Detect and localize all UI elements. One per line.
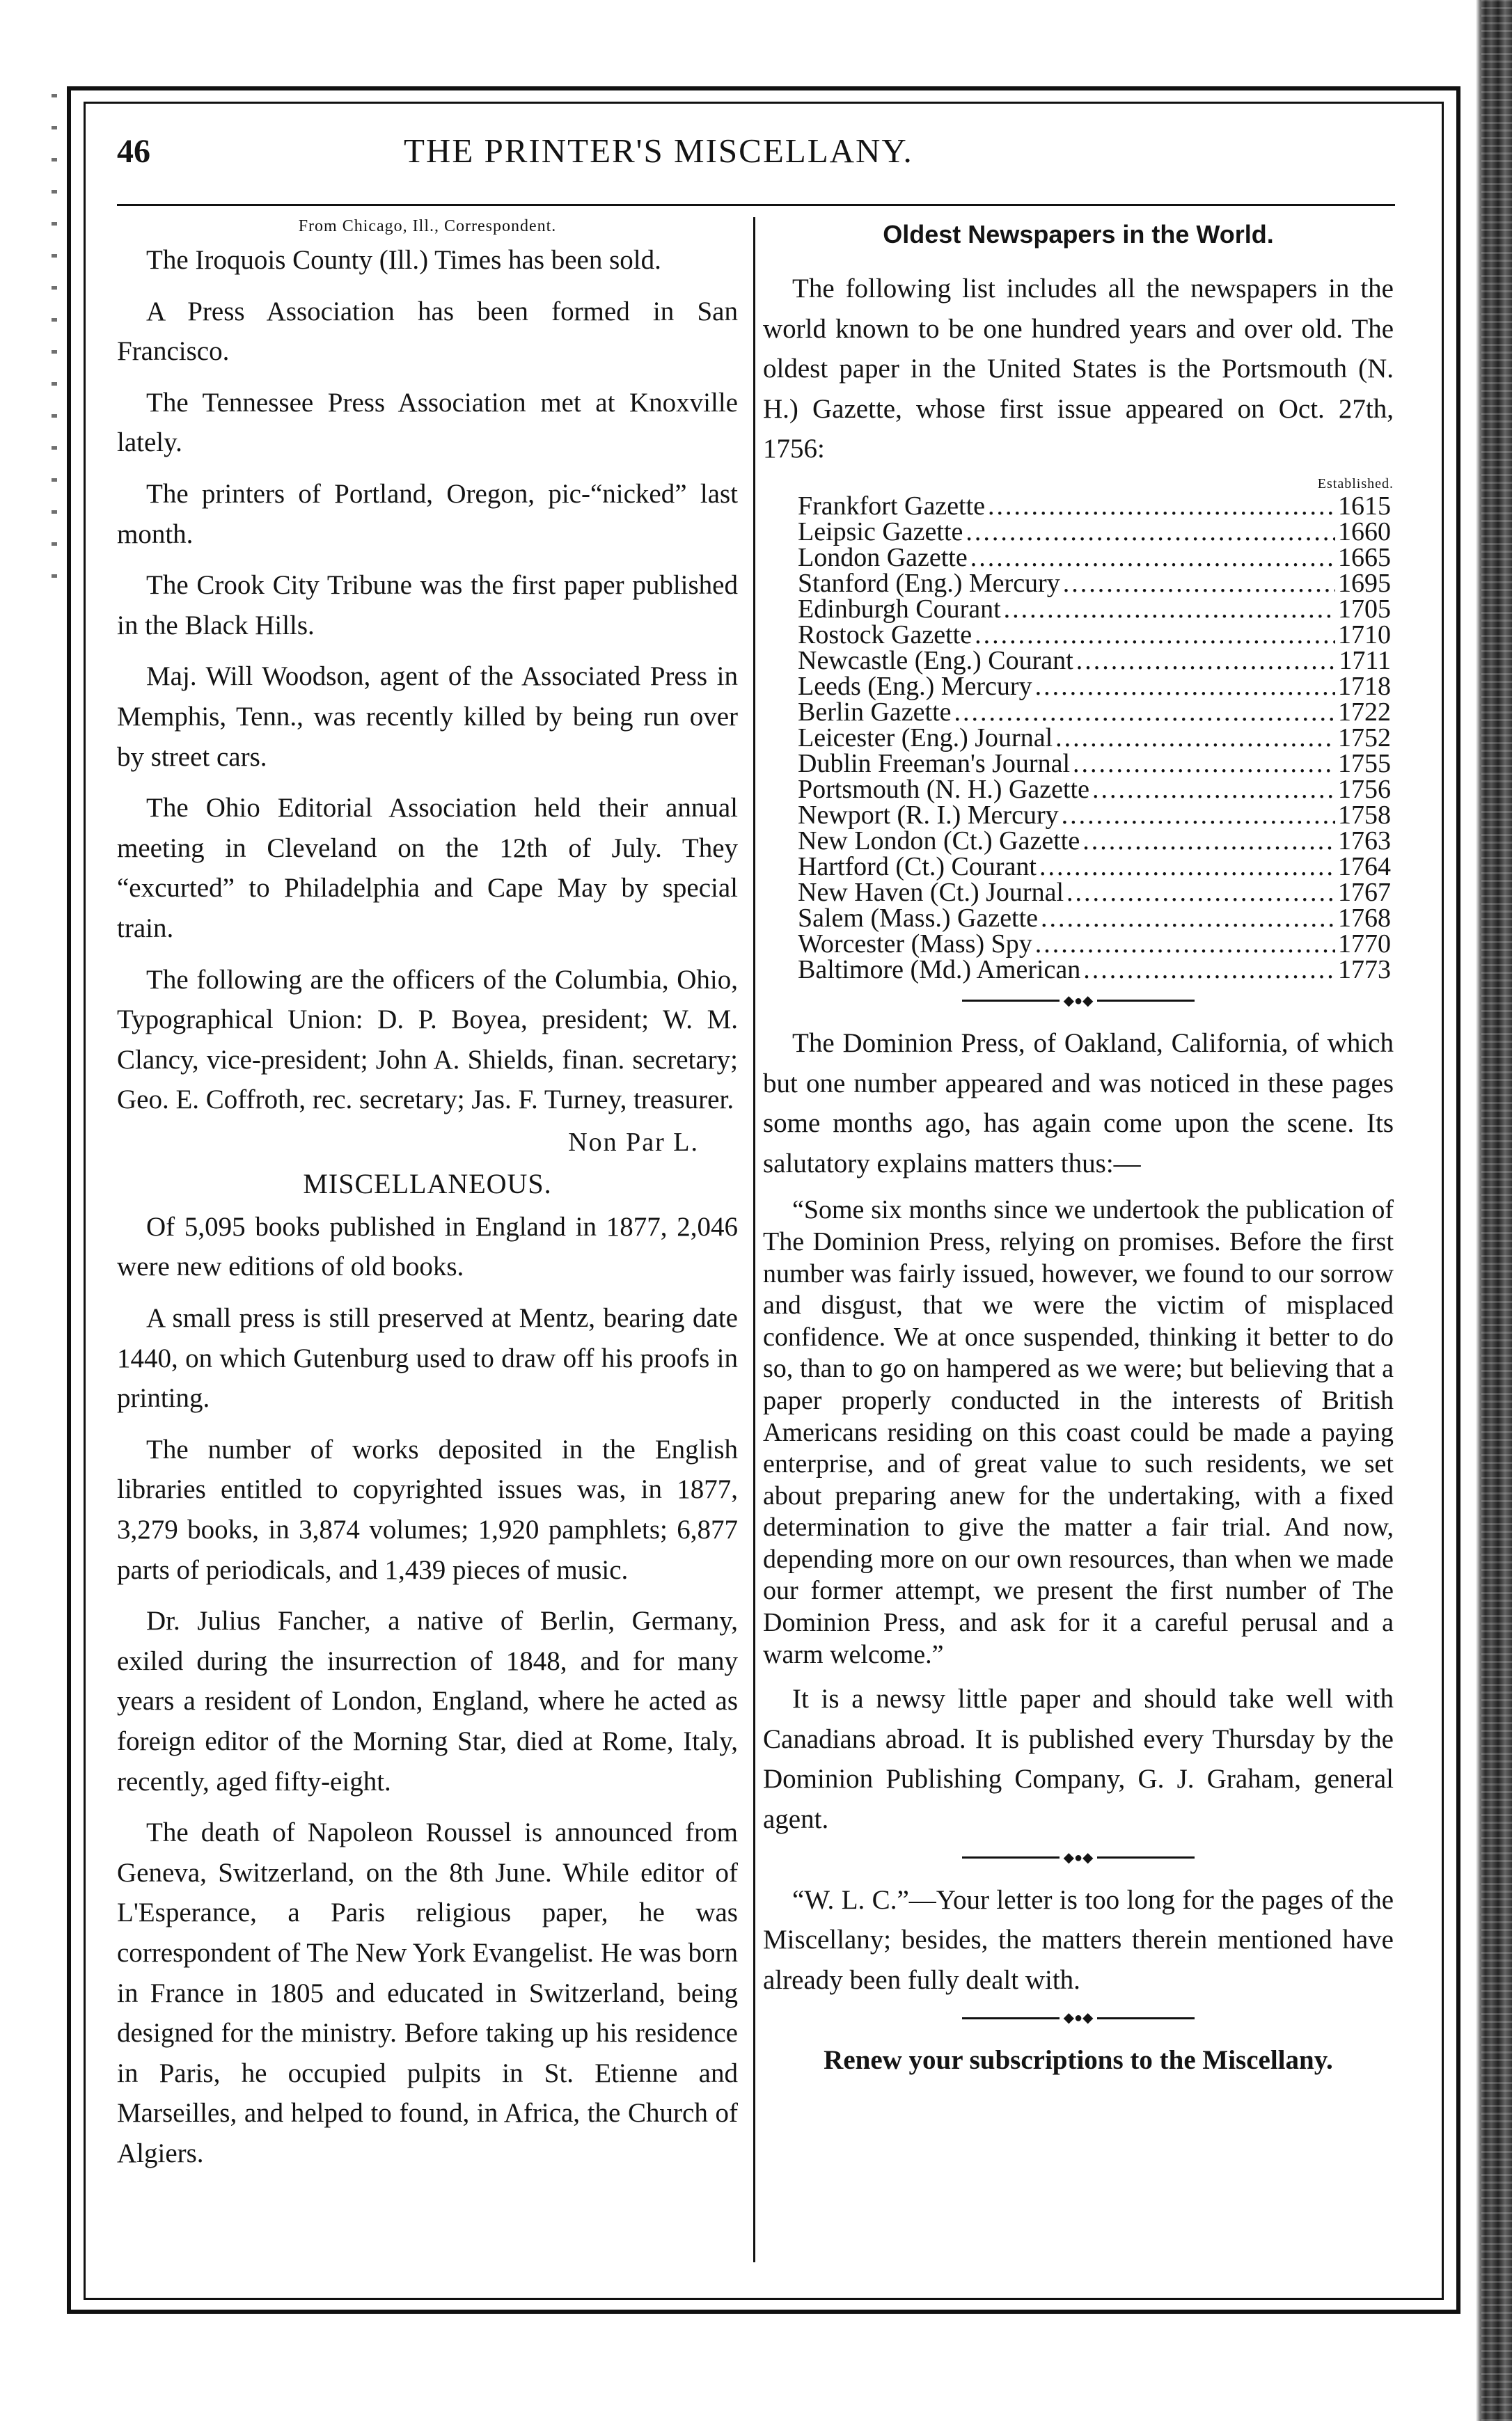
article-intro: The following list includes all the newspapers in the world known to be one hundred years and over old. The oldest paper in the United States is the Portsmouth (N. H.) Gazette, whose first issue appeared on Oct. 27th, 1756: bbox=[763, 274, 1394, 464]
dot-leader bbox=[1092, 777, 1335, 803]
news-item: The Tennessee Press Association met at Knoxville lately. bbox=[117, 387, 738, 458]
established-year: 1695 bbox=[1338, 568, 1391, 598]
newspaper-name: Stanford (Eng.) Mercury bbox=[798, 568, 1060, 598]
established-label: Established. bbox=[1317, 475, 1394, 491]
newspaper-name: Berlin Gazette bbox=[798, 697, 952, 727]
dot-leader bbox=[1063, 571, 1335, 597]
established-year: 1710 bbox=[1338, 620, 1391, 649]
newspaper-row bbox=[798, 774, 1391, 804]
newspaper-row bbox=[798, 877, 1391, 907]
newspaper-name: Newcastle (Eng.) Courant bbox=[798, 645, 1073, 675]
newspaper-name: New Haven (Ct.) Journal bbox=[798, 877, 1064, 907]
newspaper-name: Baltimore (Md.) American bbox=[798, 954, 1081, 984]
newspaper-row bbox=[798, 954, 1391, 984]
misc-item: Dr. Julius Fancher, a native of Berlin, Germany, exiled during the insurrection of 1848, and for many years a resident of London, England, where he acted as foreign editor of the Morning Star, died at Rome, Italy, recently, aged fifty-eight. bbox=[117, 1606, 738, 1797]
newspaper-row bbox=[798, 542, 1391, 572]
newspaper-name: Leeds (Eng.) Mercury bbox=[798, 671, 1032, 701]
newspaper-name: Worcester (Mass) Spy bbox=[798, 929, 1032, 959]
established-year: 1764 bbox=[1338, 851, 1391, 881]
news-item: The Ohio Editorial Association held their annual meeting in Cleveland on the 12th of July. They “excurted” to Philadelphia and Cape May by special train. bbox=[117, 793, 738, 943]
established-year: 1660 bbox=[1338, 516, 1391, 546]
established-year: 1711 bbox=[1339, 645, 1391, 675]
established-year: 1755 bbox=[1338, 748, 1391, 778]
established-year: 1705 bbox=[1338, 594, 1391, 624]
newspaper-row bbox=[798, 903, 1391, 933]
newspaper-name: Frankfort Gazette bbox=[798, 491, 986, 521]
newspaper-name: Newport (R. I.) Mercury bbox=[798, 800, 1059, 830]
ornamental-divider bbox=[763, 1851, 1394, 1865]
divider-ornament-icon: ◆●◆ bbox=[1063, 993, 1094, 1009]
ornamental-divider bbox=[763, 2011, 1394, 2025]
newspaper-row bbox=[798, 622, 1391, 648]
misc-item: The death of Napoleon Roussel is announced from Geneva, Switzerland, on the 8th June. While editor of L'Esperance, a Paris religious paper, he was correspondent of The New York Evangelist. He was born in France in 1805 and educated in Switzerland, being designed for the ministry. Before taking up his residence in Paris, he occupied pulpits in St. Etienne and Marseilles, and helped to found, in Africa, the Church of Algiers. bbox=[117, 1817, 738, 2168]
dot-leader bbox=[966, 519, 1335, 545]
established-year: 1768 bbox=[1338, 903, 1391, 933]
dot-leader bbox=[975, 622, 1335, 648]
newspaper-row bbox=[798, 671, 1391, 701]
scan-marks bbox=[52, 90, 57, 578]
established-year: 1665 bbox=[1338, 542, 1391, 572]
established-year: 1756 bbox=[1338, 774, 1391, 804]
dot-leader bbox=[970, 545, 1335, 571]
newspaper-name: Salem (Mass.) Gazette bbox=[798, 903, 1039, 933]
subscription-notice: Renew your subscriptions to the Miscellany. bbox=[824, 2045, 1333, 2076]
dominion-closing: It is a newsy little paper and should take well with Canadians abroad. It is published every Thursday by the Dominion Publishing Company, G. J. Graham, general agent. bbox=[763, 1684, 1394, 1835]
newspaper-name: Leipsic Gazette bbox=[798, 516, 963, 546]
dot-leader bbox=[1082, 828, 1335, 854]
letter-note: “W. L. C.”—Your letter is too long for the pages of the Miscellany; besides, the matters therein mentioned have already been fully dealt with. bbox=[763, 1884, 1394, 1995]
established-year: 1758 bbox=[1338, 800, 1391, 830]
newspaper-row bbox=[798, 851, 1391, 881]
news-item: The printers of Portland, Oregon, pic-“nicked” last month. bbox=[117, 478, 738, 549]
news-item: A Press Association has been formed in San Francisco. bbox=[117, 296, 738, 367]
newspaper-row bbox=[798, 491, 1391, 521]
newspaper-row bbox=[798, 725, 1391, 751]
newspaper-name: Rostock Gazette bbox=[798, 620, 972, 649]
news-item: The Crook City Tribune was the first paper published in the Black Hills. bbox=[117, 570, 738, 640]
dominion-paragraph: The Dominion Press, of Oakland, California, of which but one number appeared and was noticed in these pages some months ago, has again come upon the scene. Its salutatory explains matters thus:— bbox=[763, 1027, 1394, 1178]
divider-ornament-icon: ◆●◆ bbox=[1063, 2010, 1094, 2026]
correspondent-signature: Non Par L. bbox=[568, 1127, 699, 1157]
newspaper-row bbox=[798, 931, 1391, 957]
dot-leader bbox=[988, 494, 1335, 519]
dot-leader bbox=[1004, 597, 1335, 622]
newspaper-name: New London (Ct.) Gazette bbox=[798, 826, 1080, 855]
newspaper-name: Hartford (Ct.) Courant bbox=[798, 851, 1037, 881]
dot-leader bbox=[1055, 725, 1335, 751]
dot-leader bbox=[1035, 674, 1335, 700]
dot-leader bbox=[1041, 906, 1335, 931]
misc-item: The number of works deposited in the English libraries entitled to copyrighted issues was, in 1877, 3,279 books, in 3,874 volumes; 1,920 pamphlets; 6,877 parts of periodicals, and 1,439 pieces of music. bbox=[117, 1434, 738, 1585]
dot-leader bbox=[1039, 854, 1335, 880]
newspaper-name: Dublin Freeman's Journal bbox=[798, 748, 1071, 778]
newspaper-row bbox=[798, 828, 1391, 854]
dot-leader bbox=[1066, 880, 1335, 906]
section-title: MISCELLANEOUS. bbox=[303, 1167, 552, 1199]
newspaper-row bbox=[798, 516, 1391, 546]
newspaper-name: Edinburgh Courant bbox=[798, 594, 1001, 624]
ornamental-divider bbox=[763, 994, 1394, 1008]
newspaper-row bbox=[798, 697, 1391, 727]
established-year: 1770 bbox=[1338, 929, 1391, 959]
newspaper-row bbox=[798, 568, 1391, 598]
established-year: 1767 bbox=[1338, 877, 1391, 907]
newspaper-row bbox=[798, 645, 1391, 675]
established-year: 1722 bbox=[1338, 697, 1391, 727]
binding-texture bbox=[1481, 0, 1512, 2421]
newspaper-row bbox=[798, 800, 1391, 830]
dot-leader bbox=[954, 700, 1335, 725]
news-item: The Iroquois County (Ill.) Times has been sold. bbox=[146, 245, 661, 275]
news-item: Maj. Will Woodson, agent of the Associated Press in Memphis, Tenn., was recently killed by being run over by street cars. bbox=[117, 661, 738, 772]
right-column bbox=[763, 213, 1394, 2080]
established-year: 1773 bbox=[1338, 954, 1391, 984]
established-year: 1752 bbox=[1338, 723, 1391, 752]
dateline: From Chicago, Ill., Correspondent. bbox=[298, 217, 557, 235]
established-year: 1615 bbox=[1338, 491, 1391, 521]
dot-leader bbox=[1035, 931, 1335, 957]
dot-leader bbox=[1062, 803, 1335, 828]
newspaper-name: Leicester (Eng.) Journal bbox=[798, 723, 1053, 752]
dot-leader bbox=[1083, 957, 1335, 983]
newspaper-list bbox=[798, 491, 1391, 984]
misc-item: Of 5,095 books published in England in 1877, 2,046 were new editions of old books. bbox=[117, 1211, 738, 1282]
dot-leader bbox=[1076, 648, 1337, 674]
left-column bbox=[117, 213, 738, 2185]
dominion-quote: “Some six months since we undertook the publication of The Dominion Press, relying on promises. Before the first number was fairly issued, however, we found to our sorrow and disgust, that we were the victim of misplaced confidence. We at once suspended, thinking it better to do so, than to go on hampered as we were; but believing that a paper properly conducted in the interests of British Americans residing on this coast could be made a paying enterprise, and of great value to such residents, we set about preparing anew for the undertaking, with a fixed determination to give the matter a fair trial. And now, depending more on our own resources, than when we made our former attempt, we present the first number of The Dominion Press, and ask for it a careful perusal and a warm welcome.” bbox=[763, 1195, 1394, 1669]
newspaper-name: Portsmouth (N. H.) Gazette bbox=[798, 774, 1089, 804]
divider-ornament-icon: ◆●◆ bbox=[1063, 1850, 1094, 1866]
news-item: The following are the officers of the Columbia, Ohio, Typographical Union: D. P. Boyea, president; W. M. Clancy, vice-president; John A. Shields, finan. secretary; Geo. E. Coffroth, rec. secretary; Jas. F. Turney, treasurer. bbox=[117, 964, 738, 1115]
article-heading: Oldest Newspapers in the World. bbox=[883, 220, 1274, 249]
misc-item: A small press is still preserved at Mentz, bearing date 1440, on which Gutenburg used to draw off his proofs in printing. bbox=[117, 1303, 738, 1414]
newspaper-row bbox=[798, 594, 1391, 624]
page-border-bottom-rule bbox=[67, 2310, 1460, 2312]
column-divider bbox=[753, 217, 755, 2262]
dot-leader bbox=[1073, 751, 1335, 777]
running-title: THE PRINTER'S MISCELLANY. bbox=[404, 132, 913, 170]
newspaper-name: London Gazette bbox=[798, 542, 968, 572]
newspaper-row bbox=[798, 748, 1391, 778]
established-year: 1763 bbox=[1338, 826, 1391, 855]
established-year: 1718 bbox=[1338, 671, 1391, 701]
page-number: 46 bbox=[117, 133, 150, 170]
header-rule bbox=[117, 204, 1395, 206]
